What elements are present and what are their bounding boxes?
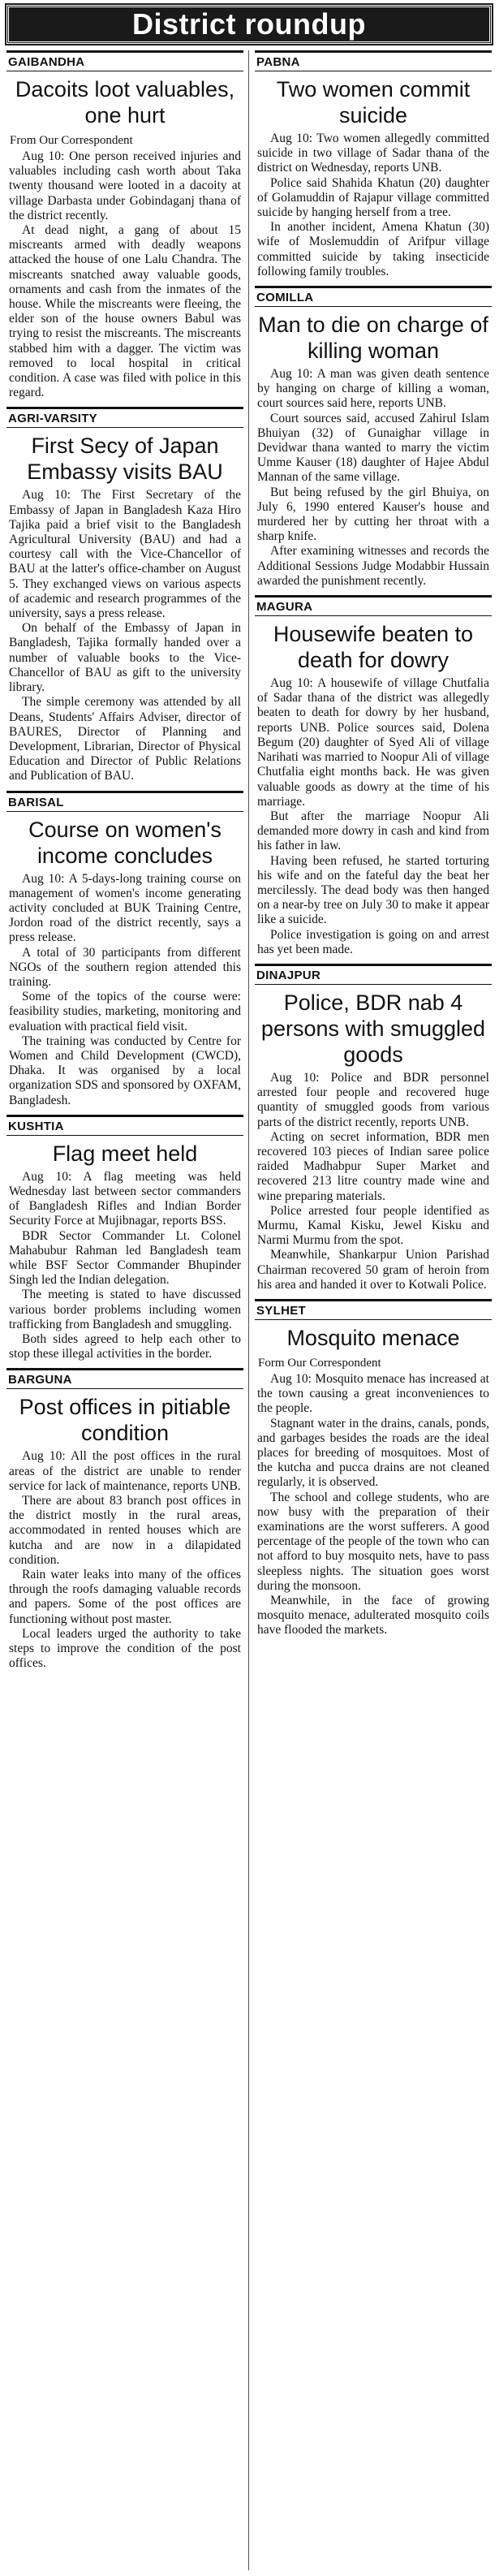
paragraph: BDR Sector Commander Lt. Colonel Mahabubur Rahman led Bangladesh team while BSF Sector Commander Bhupinder Singh led the Indian delegation.: [9, 1228, 241, 1288]
paragraph: Acting on secret information, BDR men recovered 103 pieces of Indian saree police raided Madhabpur Super Market and recovered 213 litre country made wine and wine preparing materials.: [257, 1129, 489, 1203]
paragraph: Both sides agreed to help each other to stop these illegal activities in the border.: [9, 1332, 241, 1361]
story-gaibandha: [6, 50, 243, 400]
story-body: [255, 1372, 492, 1638]
story-body: [255, 132, 492, 279]
paragraph: Aug 10: All the post offices in the rural areas of the district are unable to render service for lack of maintenance, reports UNB.: [9, 1449, 241, 1493]
headline: Man to die on charge of killing woman: [258, 313, 488, 364]
column-divider: [248, 50, 249, 2570]
dateline: SYLHET: [255, 1299, 492, 1320]
paragraph: Police said Shahida Khatun (20) daughter of Golamuddin of Rajapur village committed suicide by hanging herself from a tree.: [257, 175, 489, 220]
dateline: GAIBANDHA: [6, 50, 243, 71]
story-agri-varsity: [6, 407, 243, 783]
story-body: [6, 1170, 243, 1362]
headline: Dacoits loot valuables, one hurt: [15, 77, 235, 127]
dateline: DINAJPUR: [255, 964, 492, 985]
headline: Flag meet held: [52, 1141, 198, 1166]
paragraph: The simple ceremony was attended by all Deans, Students' Affairs Adviser, director of BAURES, Director of Planning and Development, Librarian, Director of Physical Education and Director of Public Relations and Publication of BAU.: [9, 695, 241, 783]
dateline: BARISAL: [6, 791, 243, 812]
dateline: COMILLA: [255, 286, 492, 307]
dateline: MAGURA: [255, 595, 492, 616]
headline: Mosquito menace: [286, 1325, 460, 1350]
paragraph: Having been refused, he started torturing his wife and on the fateful day the beat her mercilessly. The dead body was then hanged on a near-by tree on July 30 to make it appear like a suicide.: [257, 853, 489, 927]
story-barguna: [6, 1368, 243, 1671]
paragraph: Aug 10: The First Secretary of the Embassy of Japan in Bangladesh Kaza Hiro Tajika paid a brief visit to the Bangladesh Agricultural University (BAU) and had a courtesy call with the Vice-Chancellor of BAU at the latter's office-chamber on August 5. They exchanged views on various aspects of academic and research programmes of the university, says a press release.: [9, 488, 241, 621]
headline: Post offices in pitiable condition: [19, 1395, 231, 1446]
paragraph: But after the marriage Noopur Ali demanded more dowry in cash and kind from his father in law.: [257, 809, 489, 853]
dateline: PABNA: [255, 50, 492, 71]
story-barisal: [6, 791, 243, 1108]
paragraph: A total of 30 participants from different NGOs of the southern region attended this training.: [9, 945, 241, 989]
story-body: [255, 676, 492, 957]
paragraph: Aug 10: Police and BDR personnel arrested four people and recovered huge quantity of smuggled goods from various parts of the district recently, reports UNB.: [257, 1070, 489, 1129]
headline: Course on women's income concludes: [28, 817, 222, 868]
headline: Housewife beaten to death for dowry: [273, 622, 474, 673]
paragraph: Aug 10: A flag meeting was held Wednesday last between sector commanders of Bangladesh Rifles and Indian Border Security Force at Mujibnagar, reports BSS.: [9, 1169, 241, 1228]
paragraph: Police investigation is going on and arrest has yet been made.: [257, 927, 489, 956]
story-body: [6, 488, 243, 783]
byline: Form Our Correspondent: [258, 1356, 381, 1370]
paragraph: Aug 10: Mosquito menace has increased at the town causing a great inconveniences to the people.: [257, 1371, 489, 1416]
story-comilla: [255, 286, 492, 589]
paragraph: Police arrested four people identified as Murmu, Kamal Kisku, Jewel Kisku and Narmi Murmu from the spot.: [257, 1203, 489, 1248]
paragraph: Meanwhile, Shankarpur Union Parishad Chairman recovered 50 gram of heroin from his area and handed it over to Kotwali Police.: [257, 1248, 489, 1292]
byline: From Our Correspondent: [10, 134, 133, 147]
story-body: [255, 367, 492, 589]
story-sylhet: [255, 1299, 492, 1638]
paragraph: Local leaders urged the authority to take steps to improve the condition of the post offices.: [9, 1626, 241, 1671]
paragraph: Aug 10: One person received injuries and valuables including cash worth about Taka twenty thousand were looted in a dacoity at village Darbasta under Gobindaganj thana of the district recently.: [9, 149, 241, 222]
paragraph: Some of the topics of the course were: feasibility studies, marketing, monitoring and evaluation with practical field visit.: [9, 990, 241, 1033]
story-body: [6, 872, 243, 1108]
paragraph: Meanwhile, in the face of growing mosquito menace, adulterated mosquito coils have flooded the markets.: [257, 1594, 489, 1638]
paragraph: Stagnant water in the drains, canals, ponds, and garbages besides the roads are the ideal places for breeding of mosquitoes. Most of the kutcha and pucca drains are not cleaned regularly, it is observed.: [257, 1416, 489, 1490]
section-title: District roundup: [132, 7, 366, 41]
paragraph: Aug 10: A man was given death sentence by hanging on charge of killing a woman, court sources said here, reports UNB.: [257, 367, 489, 411]
headline: Two women commit suicide: [276, 77, 471, 127]
story-body: [255, 1071, 492, 1292]
headline: First Secy of Japan Embassy visits BAU: [27, 434, 223, 485]
paragraph: Aug 10: A housewife of village Chutfalia of Sadar thana of the district was allegedly beaten to death for dowry by her husband, reports UNB. Police sources said, Dolena Begum (20) daughter of Syed Ali of village Narihati was married to Noopur Ali of village Chutfalia eight months back. He was given valuable goods as dowry at the time of his marriage.: [257, 676, 489, 809]
paragraph: In another incident, Amena Khatun (30) wife of Moslemuddin of Arifpur village committed suicide by taking insecticide following family troubles.: [257, 220, 489, 278]
paragraph: But being refused by the girl Bhuiya, on July 6, 1990 entered Kauser's house and murdered her by cutting her throat with a sharp knife.: [257, 485, 489, 544]
masthead: [6, 5, 492, 44]
paragraph: The meeting is stated to have discussed various border problems including women trafficking from Bangladesh and smuggling.: [9, 1288, 241, 1331]
story-kushtia: [6, 1115, 243, 1362]
paragraph: Aug 10: Two women allegedly committed suicide in two village of Sadar thana of the district on Wednesday, reports UNB.: [257, 132, 489, 175]
paragraph: The school and college students, who are now busy with the preparation of their examinations are the worst sufferers. A good percentage of the people of the town who can not afford to buy mosquito nets, have to pass sleepless nights. The situation goes worst during the monsoon.: [257, 1490, 489, 1593]
paragraph: At dead night, a gang of about 15 miscreants armed with deadly weapons attacked the house of one Lalu Chandra. The miscreants snatched away valuable goods, ornaments and cash from the inmates of the house. While the miscreants were fleeing, the elder son of the house owners Babul was trying to resist the miscreants. The miscreants stabbed him with a dagger. The victim was removed to local hospital in critical condition. A case was filed with police in this regard.: [9, 223, 241, 400]
left-column: [6, 50, 243, 2570]
paragraph: After examining witnesses and records the Additional Sessions Judge Modabbir Hussain awarded the punishment recently.: [257, 544, 489, 588]
right-column: [255, 50, 492, 2570]
story-body: [6, 1449, 243, 1671]
story-body: [6, 149, 243, 400]
paragraph: Aug 10: A 5-days-long training course on management of women's income generating activity concluded at BUK Training Centre, Jordon road of the district recently, says a press release.: [9, 871, 241, 945]
dateline: KUSHTIA: [6, 1115, 243, 1136]
paragraph: On behalf of the Embassy of Japan in Bangladesh, Tajika formally handed over a number of valuable books to the Vice-Chancellor of BAU as gift to the university library.: [9, 621, 241, 695]
paragraph: There are about 83 branch post offices in the district mostly in the rural areas, accommodated in rented houses which are kutcha and are now in a dilapidated condition.: [9, 1494, 241, 1567]
dateline: AGRI-VARSITY: [6, 407, 243, 428]
story-pabna: [255, 50, 492, 279]
story-dinajpur: [255, 964, 492, 1292]
paragraph: Rain water leaks into many of the offices through the roofs damaging valuable records and papers. Some of the post offices are functioning without post master.: [9, 1568, 241, 1626]
headline: Police, BDR nab 4 persons with smuggled goods: [260, 990, 486, 1067]
paragraph: The training was conducted by Centre for Women and Child Development (CWCD), Dhaka. It was organised by a local organization SDS and sponsored by OXFAM, Bangladesh.: [9, 1033, 241, 1107]
dateline: BARGUNA: [6, 1368, 243, 1389]
paragraph: Court sources said, accused Zahirul Islam Bhuiyan (32) of Gunaighar village in Devidwar thana wanted to marry the victim Umme Kauser (18) daughter of Hajee Abdul Mannan of the same village.: [257, 411, 489, 485]
story-magura: [255, 595, 492, 957]
